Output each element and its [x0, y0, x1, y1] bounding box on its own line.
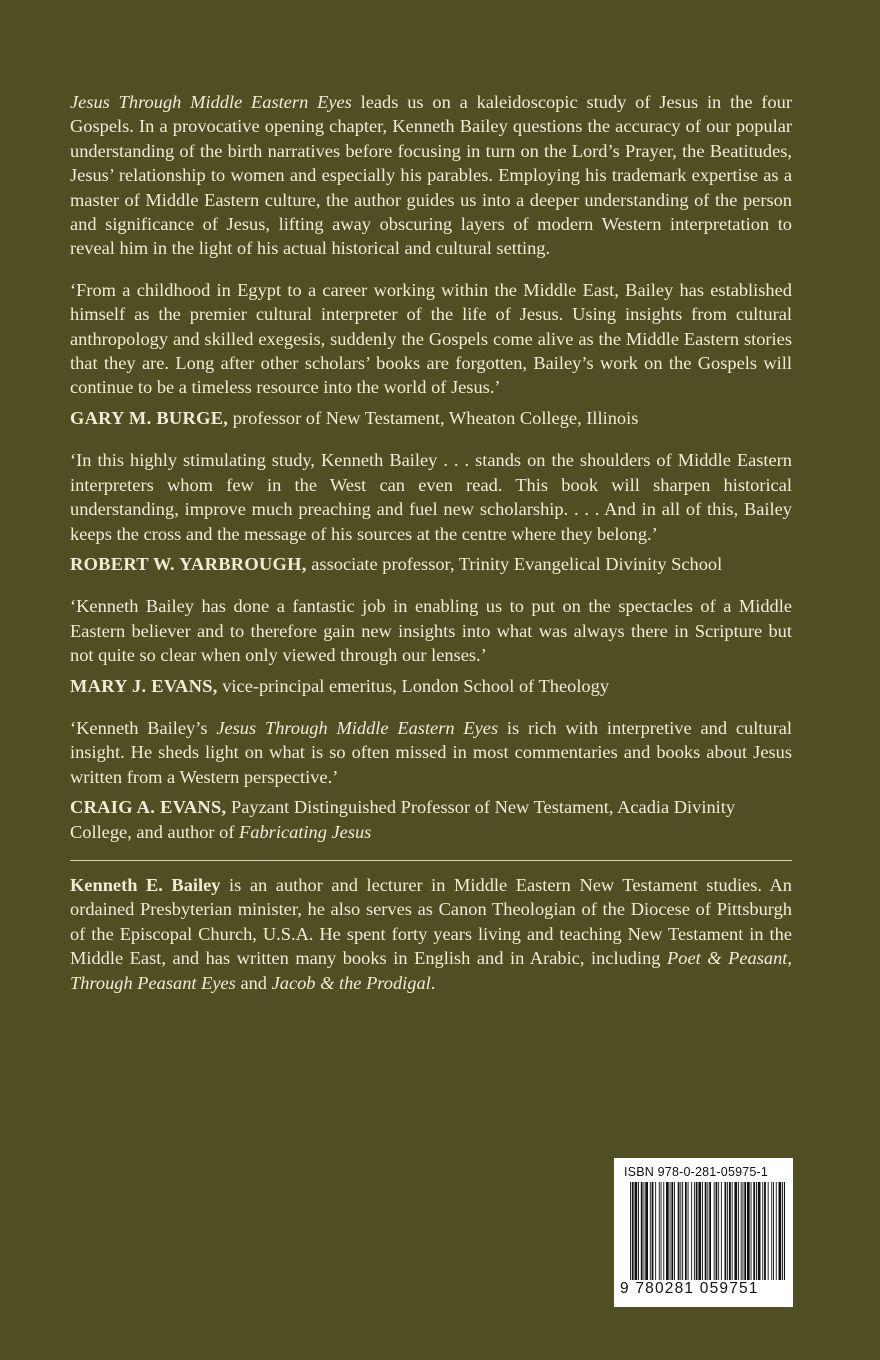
barcode-bar [666, 1182, 669, 1280]
endorsement-attribution-2 [70, 552, 792, 576]
barcode-bar [714, 1182, 715, 1280]
barcode-bar [702, 1182, 703, 1280]
endorsement-quote-3: ‘Kenneth Bailey has done a fantastic job in enabling us to put on the spectacles of a Middle Eastern believer and to therefore gain new insights into what was always there in Scripture but not quite so clear when only viewed through our lenses.’ [70, 596, 792, 666]
barcode-bar [696, 1182, 698, 1280]
barcode-bar [635, 1182, 638, 1280]
barcode-bar [707, 1182, 708, 1280]
barcode-bar [764, 1182, 766, 1280]
barcode-bar [663, 1182, 664, 1280]
endorser-name-1: GARY M. BURGE, [70, 407, 229, 428]
isbn-barcode [614, 1158, 793, 1307]
barcode-bars [630, 1182, 785, 1280]
barcode-bar [716, 1182, 718, 1280]
barcode-bar [744, 1182, 746, 1280]
author-name: Kenneth E. Bailey [70, 874, 221, 895]
barcode-bar [756, 1182, 757, 1280]
barcode-bar [680, 1182, 681, 1280]
author-book-3: Jacob & the Prodigal [271, 972, 431, 993]
endorser-role-2: associate professor, Trinity Evangelical Divinity School [306, 553, 723, 574]
author-book-sep-1: , [787, 948, 792, 969]
endorsement-quote-4-pre: ‘Kenneth Bailey’s [70, 717, 217, 738]
barcode-bar [694, 1182, 695, 1280]
barcode-bar [758, 1182, 761, 1280]
barcode-bar [705, 1182, 707, 1280]
barcode-bar [784, 1182, 785, 1280]
barcode-bar [709, 1182, 711, 1280]
author-bio [70, 873, 792, 995]
barcode-bar [743, 1182, 744, 1280]
barcode-bar [671, 1182, 673, 1280]
endorsement-attribution-4 [70, 795, 792, 844]
endorser-name-4: CRAIG A. EVANS, [70, 797, 227, 818]
barcode-bar [738, 1182, 739, 1280]
blurb-book-title: Jesus Through Middle Eastern Eyes [70, 92, 352, 112]
barcode-bar [773, 1182, 774, 1280]
endorsement-quote-4-title: Jesus Through Middle Eastern Eyes [216, 717, 499, 738]
barcode-bar [661, 1182, 662, 1280]
endorsement-quote-4-post: is rich with interpretive and cultural insight. He sheds light on what is so often missed in most commentaries and books about Jesus written from a Western perspective.’ [70, 717, 793, 787]
barcode-bar [698, 1182, 701, 1280]
barcode-bar [644, 1182, 645, 1280]
barcode-bar [630, 1182, 631, 1280]
barcode-bar [685, 1182, 687, 1280]
barcode-bar [632, 1182, 634, 1280]
barcode-bar [725, 1182, 727, 1280]
author-bio-end: . [430, 972, 436, 993]
book-blurb [70, 90, 792, 261]
barcode-bar [645, 1182, 648, 1280]
barcode-bar [652, 1182, 654, 1280]
barcode-bar [762, 1182, 763, 1280]
barcode-bar [682, 1182, 683, 1280]
author-book-and: and [235, 972, 272, 993]
barcode-bar [768, 1182, 769, 1280]
author-book-1: Poet & Peasant [667, 948, 788, 969]
barcode-bar [727, 1182, 728, 1280]
barcode-bar [741, 1182, 742, 1280]
barcode-bar [779, 1182, 782, 1280]
barcode-bar [734, 1182, 737, 1280]
barcode-bar [721, 1182, 722, 1280]
barcode-bar [688, 1182, 689, 1280]
endorser-role-4: Payzant Distinguished Professor of New Testament, Acadia Divinity College, and author of [70, 797, 736, 842]
barcode-bar [678, 1182, 680, 1280]
barcode-bar [641, 1182, 643, 1280]
author-bio-text: is an author and lecturer in Middle Eastern New Testament studies. An ordained Presbyterian minister, he also serves as Canon Theologian of the Diocese of Pittsburgh of the Episcopal Church, U.S.A. He spent forty years living and teaching New Testament in the Middle East, and has written many books in English and in Arabic, including [70, 874, 792, 969]
endorser-role-1: professor of New Testament, Wheaton College, Illinois [228, 407, 639, 428]
barcode-bar [718, 1182, 719, 1280]
barcode-bar [670, 1182, 671, 1280]
barcode-bar [771, 1182, 772, 1280]
barcode-bar [753, 1182, 755, 1280]
barcode-digits: 9 780281 059751 [620, 1280, 759, 1297]
barcode-bar [655, 1182, 656, 1280]
barcode-bar [776, 1182, 777, 1280]
section-divider [70, 860, 792, 861]
barcode-bar [729, 1182, 731, 1280]
endorser-role-3: vice-principal emeritus, London School of Theology [217, 675, 610, 696]
barcode-bar [732, 1182, 733, 1280]
isbn-label: ISBN 978-0-281-05975-1 [624, 1165, 769, 1179]
blurb-text: leads us on a kaleidoscopic study of Jesus in the four Gospels. In a provocative opening chapter, Kenneth Bailey questions the accuracy of our popular understanding of the birth narratives before focusing in turn on the Lord’s Prayer, the Beatitudes, Jesus’ relationship to women and especially his parables. Employing his trademark expertise as a master of Middle Eastern culture, the author guides us into a deeper understanding of the person and significance of Jesus, lifting away obscuring layers of modern Western interpretation to reveal him in the light of his actual historical and cultural setting. [70, 92, 792, 259]
barcode-bar [747, 1182, 750, 1280]
endorser-book-4: Fabricating Jesus [239, 821, 372, 842]
endorser-name-3: MARY J. EVANS, [70, 675, 218, 696]
barcode-bar [659, 1182, 660, 1280]
endorsement-quote-2: ‘In this highly stimulating study, Kenneth Bailey . . . stands on the shoulders of Middle Eastern interpreters whom few in the West can even read. This book will sharpen historical understanding, improve much preaching and fuel new scholarship. . . . And in all of this, Bailey keeps the cross and the message of his sources at the centre where they belong.’ [70, 450, 792, 544]
endorser-name-2: ROBERT W. YARBROUGH, [70, 553, 307, 574]
endorsement-attribution-1 [70, 406, 792, 430]
author-book-2: Through Peasant Eyes [70, 972, 236, 993]
back-cover-text [70, 90, 792, 995]
barcode-bar [674, 1182, 675, 1280]
barcode-bar [691, 1182, 692, 1280]
endorsement-quote-1: ‘From a childhood in Egypt to a career working within the Middle East, Bailey has established himself as the premier cultural interpreter of the life of Jesus. Using insights from cultural anthropology and skilled exegesis, suddenly the Gospels come alive as the Middle Eastern stories that they are. Long after other scholars’ books are forgotten, Bailey’s work on the Gospels will continue to be a timeless resource into the world of Jesus.’ [70, 279, 792, 398]
barcode-bar [638, 1182, 639, 1280]
endorsement-quote-4 [70, 716, 792, 789]
barcode-bar [782, 1182, 783, 1280]
barcode-bar [751, 1182, 752, 1280]
barcode-bar [650, 1182, 651, 1280]
endorsement-attribution-3 [70, 674, 792, 698]
